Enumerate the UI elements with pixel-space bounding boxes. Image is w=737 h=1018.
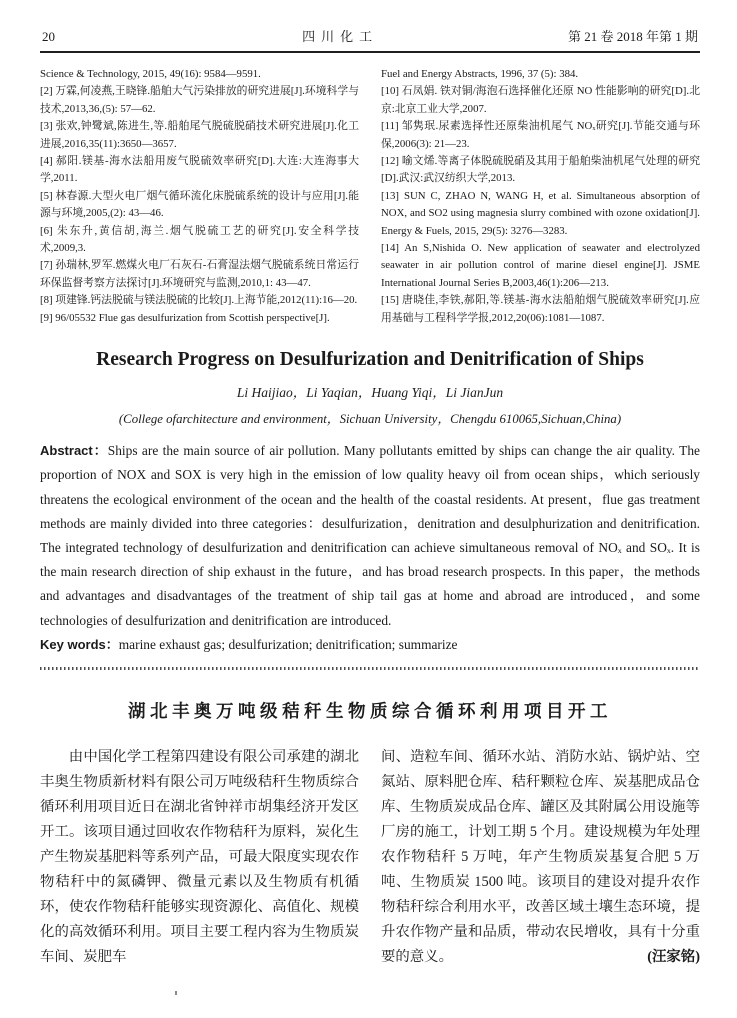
reference-item: [12] 喻文烯.等离子体脱硫脱硝及其用于船舶柴油机尾气处理的研究[D].武汉:武汉纺织大学,2013. bbox=[381, 155, 700, 185]
reference-item: [3] 张欢,钟鹭斌,陈进生,等.船舶尾气脱硫脱硝技术研究进展[J].化工进展,2016,35(11):3650—3657. bbox=[40, 120, 359, 150]
news-right-paragraph bbox=[381, 745, 700, 970]
reference-item: [14] An S,Nishida O. New application of seawater and electrolyzed seawater in air pollution control of marine diesel engine[J]. JSME International Journal Series B,2003,46(1):206—213. bbox=[381, 242, 700, 289]
news-title: 湖北丰奥万吨级秸秆生物质综合循环利用项目开工 bbox=[128, 700, 612, 721]
news-section bbox=[40, 698, 700, 970]
reference-item: [9] 96/05532 Flue gas desulfurization from Scottish perspective[J]. bbox=[40, 311, 330, 324]
reference-item: Science & Technology, 2015, 49(16): 9584—9591. bbox=[40, 68, 261, 80]
reference-item: [15] 唐晓佳,李铁,郝阳,等.镁基-海水法船舶烟气脱硫效率研究[J].应用基础与工程科学学报,2012,20(06):1081—1087. bbox=[381, 294, 700, 324]
reference-item: [4] 郝阳.镁基-海水法船用废气脱硫效率研究[D].大连:大连海事大学,2011. bbox=[40, 155, 359, 185]
article-keywords bbox=[40, 633, 700, 657]
reference-item: [2] 万霖,何凌燕,王晓锋.船舶大气污染排放的研究进展[J].环境科学与技术,2013,36,(5): 57—62. bbox=[40, 85, 359, 115]
news-left-text: 由中国化学工程第四建设有限公司承建的湖北丰奥生物质新材料有限公司万吨级秸秆生物质综合循环利用项目近日在湖北省钟祥市胡集经济开发区开工。该项目通过回收农作物秸秆为原料，炭化生产生物炭基肥料等系列产品，可最大限度实现农作物秸秆中的氮磷钾、微量元素以及生物质有机循环，使农作物秸秆能够实现资源化、高值化、规模化的高效循环利用。项目主要工程内容为生物质炭车间、炭肥车 bbox=[40, 748, 359, 965]
ornamental-divider bbox=[40, 666, 700, 670]
keywords-label: Key words： bbox=[40, 636, 119, 652]
reference-item: [11] 邹隽珉.尿素选择性还原柴油机尾气 NOₓ研究[J].节能交通与环保,2006(3): 21—23. bbox=[381, 120, 700, 150]
article-authors: Li Haijiao，Li Yaqian，Huang Yiqi，Li JianJun bbox=[236, 385, 504, 401]
issue-info: 第 21 卷 2018 年第 1 期 bbox=[567, 29, 698, 44]
news-columns bbox=[40, 745, 700, 970]
abstract-text: Ships are the main source of air pollution. Many pollutants emitted by ships can change the air quality. The proportion of NOX and SOX is very high in the emission of low quality heavy oil from ocean ships，which seriously threatens the ecological environment of the ocean and the health of the coastal residents. At present，flue gas treatment methods are mainly divided into three categories：desulfurization，denitration and desulphurization and denitrification. The integrated technology of desulfurization and denitrification can achieve simultaneous removal of NOₓ and SOₓ. It is the main research direction of ship exhaust in the future，and has broad research prospects. In this paper，the methods and advantages and disadvantages of the treatment of ship tail gas at home and abroad are introduced，and some technologies of desulfurization and denitrification are introduced. bbox=[40, 443, 700, 628]
keywords-text: marine exhaust gas; desulfurization; denitrification; summarize bbox=[118, 636, 458, 652]
reference-item: [8] 项建锋.钙法脱硫与镁法脱硫的比较[J].上海节能,2012(11):16—20. bbox=[40, 294, 358, 307]
reference-item: Fuel and Energy Abstracts, 1996, 37 (5): 384. bbox=[381, 68, 579, 80]
page-number: 20 bbox=[42, 29, 55, 44]
news-right-column bbox=[381, 745, 700, 970]
news-right-text: 间、造粒车间、循环水站、消防水站、锅炉站、空氮站、原料肥仓库、秸秆颗粒仓库、炭基肥成品仓库、生物质炭成品仓库、罐区及其附属公用设施等厂房的施工，计划工期 5 个月。建设规模为年处理农作物秸秆 5 万吨，年产生物质炭基复合肥 5 万吨、生物质炭 1500 吨。该项目的建设对提升农作物秸秆综合利用水平，改善区域土壤生态环境，提升农作物产量和品质，带动农民增收，具有十分重要的意义。 bbox=[381, 748, 700, 965]
article-title: Research Progress on Desulfurization and Denitrification of Ships bbox=[96, 349, 644, 371]
article-abstract bbox=[40, 439, 700, 633]
article-affiliation: (College ofarchitecture and environment，Sichuan University，Chengdu 610065,Sichuan,China) bbox=[118, 412, 622, 427]
references-section bbox=[40, 66, 700, 327]
journal-name: 四川化工 bbox=[302, 29, 379, 44]
abstract-label: Abstract： bbox=[40, 443, 108, 459]
running-head bbox=[40, 26, 700, 53]
references-right-column bbox=[381, 66, 700, 327]
reference-item: [7] 孙瑞林,罗军.燃煤火电厂石灰石-石膏湿法烟气脱硫系统日常运行环保监督考察方法探讨[J].环境研究与监测,2010,1: 43—47. bbox=[40, 259, 359, 289]
reference-item: [13] SUN C, ZHAO N, WANG H, et al. Simultaneous absorption of NOX, and SO2 using magnesia slurry combined with ozone oxidation[J]. Energy & Fuels, 2015, 29(5): 3276—3283. bbox=[381, 189, 700, 237]
reference-item: [5] 林春源.大型火电厂烟气循环流化床脱硫系统的设计与应用[J].能源与环境,2005,(2): 43—46. bbox=[40, 189, 359, 220]
english-article-section bbox=[40, 347, 700, 657]
news-signature: (汪家铭) bbox=[647, 948, 700, 965]
scan-artifact-dot bbox=[175, 991, 177, 995]
news-left-column bbox=[40, 745, 359, 970]
references-left-column bbox=[40, 66, 359, 327]
reference-item: [10] 石凤娟. 铁对铜/海泡石选择催化还原 NO 性能影响的研究[D].北京:北京工业大学,2007. bbox=[381, 85, 700, 115]
reference-item: [6] 朱东升,黄信胡,海兰.烟气脱硫工艺的研究[J].安全科学技术,2009,3. bbox=[40, 224, 359, 255]
